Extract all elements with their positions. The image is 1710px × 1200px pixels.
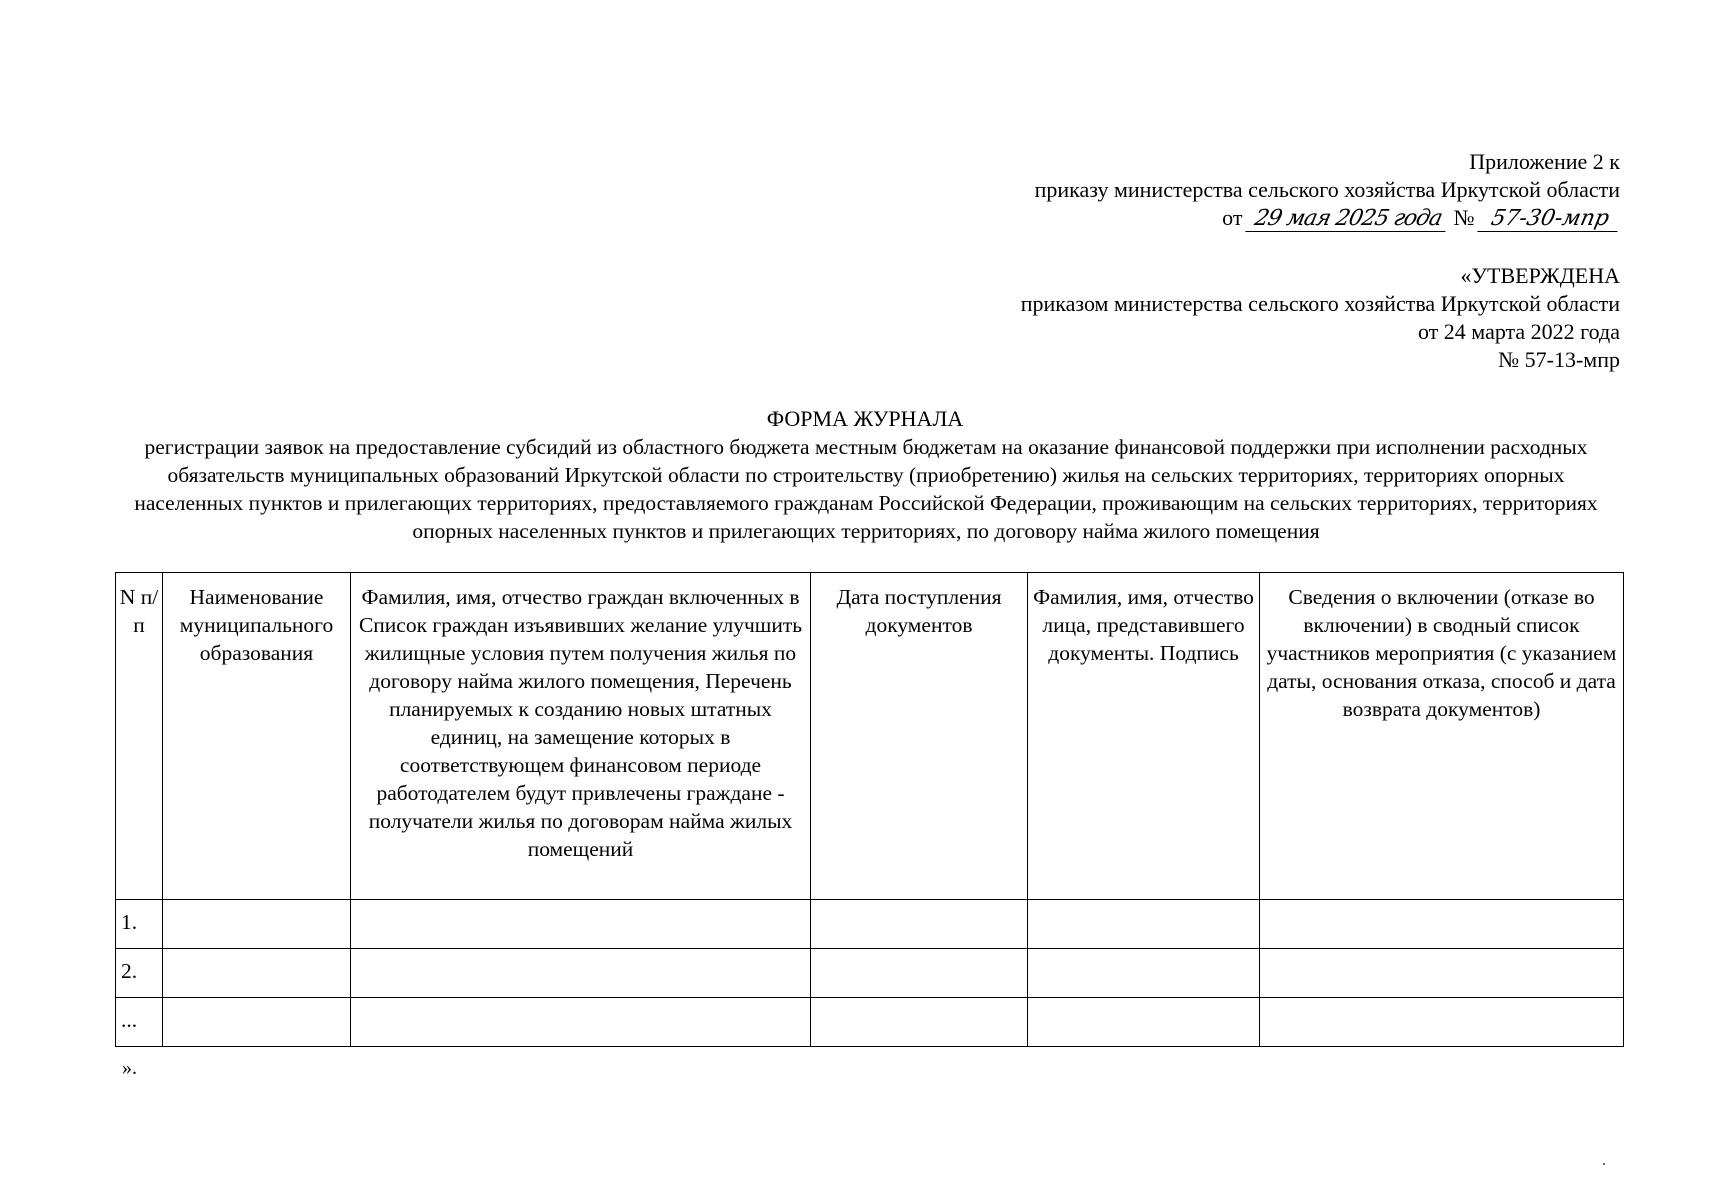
header-inclusion-info: Сведения о включении (отказе во включении) в сводный список участников мероприятия (с указанием даты, основания отказа, способ и дата возврата документов) bbox=[1260, 573, 1624, 900]
row-number-cell: 2. bbox=[116, 949, 163, 998]
appendix-order-line bbox=[1222, 204, 1620, 232]
header-submitter: Фамилия, имя, отчество лица, представившего документы. Подпись bbox=[1028, 573, 1260, 900]
table-cell bbox=[163, 900, 351, 949]
table-cell bbox=[351, 900, 811, 949]
from-label: от bbox=[1222, 205, 1243, 230]
approved-line-4: № 57-13-мпр bbox=[1498, 347, 1620, 372]
form-title: ФОРМА ЖУРНАЛА bbox=[766, 406, 964, 431]
table-cell bbox=[163, 998, 351, 1047]
table-cell bbox=[1260, 900, 1624, 949]
table-cell bbox=[811, 900, 1028, 949]
approved-line-2: приказом министерства сельского хозяйства Иркутской области bbox=[1020, 291, 1620, 316]
table-row bbox=[116, 900, 1624, 949]
appendix-line-2: приказу министерства сельского хозяйства Иркутской области bbox=[1034, 177, 1620, 202]
header-citizens: Фамилия, имя, отчество граждан включенных в Список граждан изъявивших желание улучшить жилищные условия путем получения жилья по договору найма жилого помещения, Перечень планируемых к созданию новых штатных единиц, на замещение которых в соответствующем финансовом периоде работодателем будут привлечены граждане - получатели жилья по договорам найма жилых помещений bbox=[351, 573, 811, 900]
handwritten-date: 29 мая 2025 года bbox=[1245, 207, 1450, 232]
closing-quote: ». bbox=[122, 1057, 137, 1079]
table-cell bbox=[163, 949, 351, 998]
table-row bbox=[116, 949, 1624, 998]
row-number-cell: 1. bbox=[116, 900, 163, 949]
scan-speck bbox=[1603, 1163, 1605, 1165]
approved-block bbox=[720, 262, 1620, 374]
number-label: № bbox=[1453, 205, 1475, 230]
table-cell bbox=[1028, 998, 1260, 1047]
form-subtitle: регистрации заявок на предоставление субсидий из областного бюджета местным бюджетам на оказание финансовой поддержки при исполнении расходных обязательств муниципальных образований Иркутской области по строительству (приобретению) жилья на сельских территориях, территориях опорных населенных пунктов и прилегающих территориях, предоставляемого гражданам Российской Федерации, проживающим на сельских территориях, территориях опорных населенных пунктов и прилегающих территориях, по договору найма жилого помещения bbox=[134, 435, 1598, 543]
approved-line-1: «УТВЕРЖДЕНА bbox=[1460, 263, 1620, 288]
table-cell bbox=[1028, 949, 1260, 998]
table-cell bbox=[811, 949, 1028, 998]
appendix-line-1: Приложение 2 к bbox=[1469, 149, 1620, 174]
table-cell bbox=[1260, 998, 1624, 1047]
header-municipality: Наименование муниципального образования bbox=[163, 573, 351, 900]
table-cell bbox=[351, 949, 811, 998]
row-number-cell: ... bbox=[116, 998, 163, 1047]
table-cell bbox=[351, 998, 811, 1047]
header-number: N п/п bbox=[116, 573, 163, 900]
table-row bbox=[116, 998, 1624, 1047]
table-cell bbox=[811, 998, 1028, 1047]
approved-line-3: от 24 марта 2022 года bbox=[1417, 319, 1620, 344]
appendix-block bbox=[720, 148, 1620, 232]
table-header-row bbox=[116, 573, 1624, 900]
header-receipt-date: Дата поступления документов bbox=[811, 573, 1028, 900]
handwritten-number: 57-30-мпр bbox=[1477, 207, 1622, 232]
table-cell bbox=[1260, 949, 1624, 998]
table-cell bbox=[1028, 900, 1260, 949]
journal-table bbox=[115, 572, 1624, 1047]
